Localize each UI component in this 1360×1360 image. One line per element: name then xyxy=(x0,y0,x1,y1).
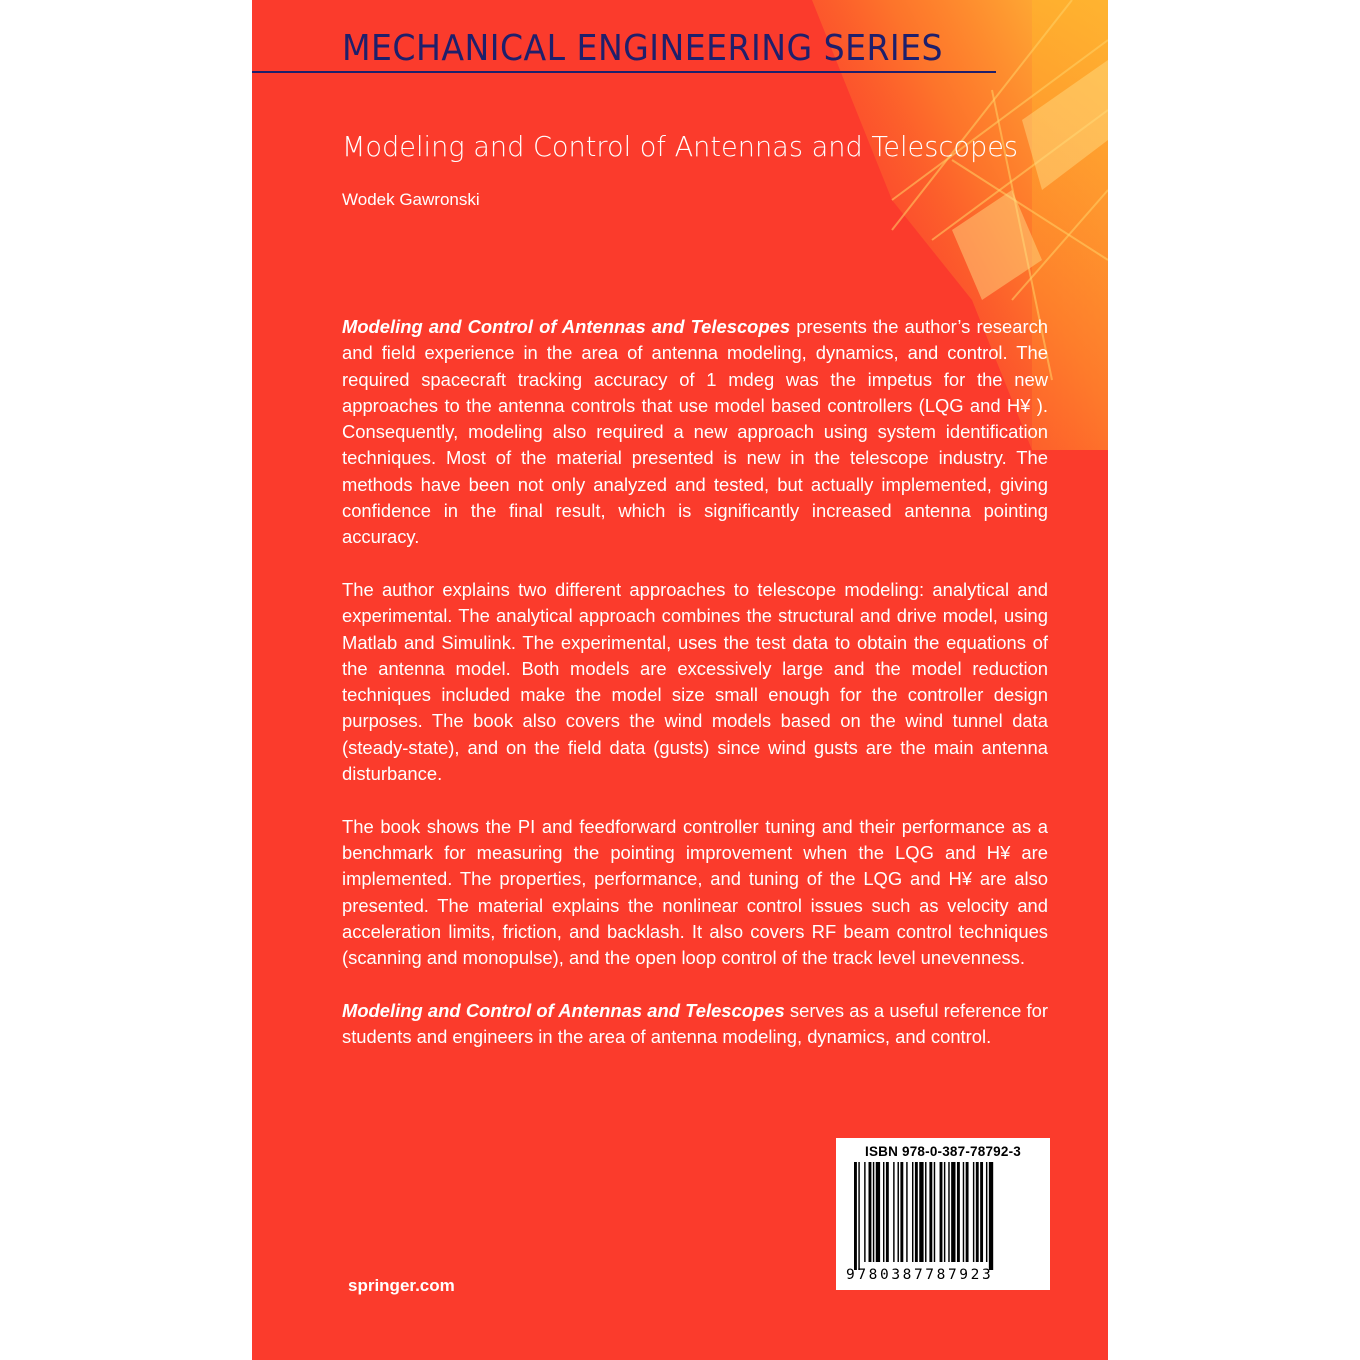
barcode-bar xyxy=(940,1162,943,1262)
barcode-bar xyxy=(886,1162,889,1262)
blurb-paragraph-2: The author explains two different approaches to telescope modeling: analytical and experimental. The analytical approach combines the structural and drive model, using Matlab and Simulink. The experimental, uses the test data to obtain the equations of the antenna model. Both models are excessively large and the model reduction techniques included make the model size small enough for the controller design purposes. The book also covers the wind models based on the wind tunnel data (steady-state), and on the field data (gusts) since wind gusts are the main antenna disturbance. xyxy=(342,578,1048,785)
barcode-bar xyxy=(948,1162,949,1262)
barcode-bar xyxy=(876,1162,880,1262)
blurb-book-title: Modeling and Control of Antennas and Telescopes xyxy=(342,316,791,337)
barcode-bar xyxy=(980,1162,983,1262)
barcode-bar xyxy=(976,1162,979,1262)
barcode-bar xyxy=(966,1162,969,1262)
barcode-bar xyxy=(858,1162,859,1270)
barcode-bar xyxy=(934,1162,935,1262)
barcode-bar xyxy=(989,1162,993,1270)
blurb xyxy=(342,314,1048,1077)
barcode-bar xyxy=(873,1162,874,1262)
barcode-bar xyxy=(963,1162,964,1262)
blurb-paragraph-3: The book shows the PI and feedforward controller tuning and their performance as a benchmark for measuring the pointing improvement when the LQG and H¥ are implemented. The properties, performance, and tuning of the LQG and H¥ are also presented. The material explains the nonlinear control issues such as velocity and acceleration limits, friction, and backlash. It also covers RF beam control techniques (scanning and monopulse), and the open loop control of the track level unevenness. xyxy=(342,815,1048,969)
blurb-book-title: Modeling and Control of Antennas and Telescopes xyxy=(342,999,785,1021)
barcode-bar xyxy=(864,1162,865,1262)
barcode-bar xyxy=(957,1162,960,1262)
barcode-bar xyxy=(912,1162,913,1262)
barcode-bar xyxy=(900,1162,903,1262)
barcode-icon xyxy=(854,1162,1032,1270)
isbn-barcode-block xyxy=(836,1138,1050,1290)
publisher-url: springer.com xyxy=(348,1276,455,1295)
blurb-paragraph-4 xyxy=(342,998,1048,1051)
barcode-bar xyxy=(973,1162,974,1262)
barcode-bar xyxy=(883,1162,884,1262)
barcode-bar xyxy=(951,1162,955,1262)
barcode-bar xyxy=(915,1162,918,1262)
author-name: Wodek Gawronski xyxy=(342,190,480,209)
isbn-label: ISBN 978-0-387-78792-3 xyxy=(865,1144,1021,1159)
back-cover xyxy=(252,0,1108,1360)
barcode-bar xyxy=(929,1162,932,1262)
series-title: MECHANICAL ENGINEERING SERIES xyxy=(342,28,944,69)
book-title: Modeling and Control of Antennas and Telescopes xyxy=(342,130,1019,163)
blurb-paragraph-1 xyxy=(342,314,1048,551)
barcode-bar xyxy=(869,1162,872,1262)
series-underline xyxy=(252,71,996,73)
barcode-bar xyxy=(906,1162,907,1262)
barcode-digits: 9780387787923 xyxy=(846,1267,994,1283)
barcode-bar xyxy=(925,1162,926,1262)
barcode-bar xyxy=(919,1162,923,1262)
barcode-bar xyxy=(986,1162,987,1262)
barcode-bar xyxy=(944,1162,945,1262)
barcode-bar xyxy=(898,1162,899,1262)
blurb-text: presents the author’s research and field experience in the area of antenna modeling, dynamics, and control. The required spacecraft tracking accuracy of 1 mdeg was the impetus for the new approaches to the antenna controls that use model based controllers (LQG and H¥ ). Consequently, modeling also required a new approach using system identification techniques. Most of the material presented is new in the telescope industry. The methods have been not only analyzed and tested, but actually implemented, giving confidence in the final result, which is significantly increased antenna pointing accuracy. xyxy=(342,316,1048,548)
barcode-bar xyxy=(854,1162,857,1270)
blurb-text: serves as a useful reference for students and engineers in the area of antenna modeling, dynamics, and control. xyxy=(342,999,1048,1048)
barcode-bar xyxy=(893,1162,894,1262)
